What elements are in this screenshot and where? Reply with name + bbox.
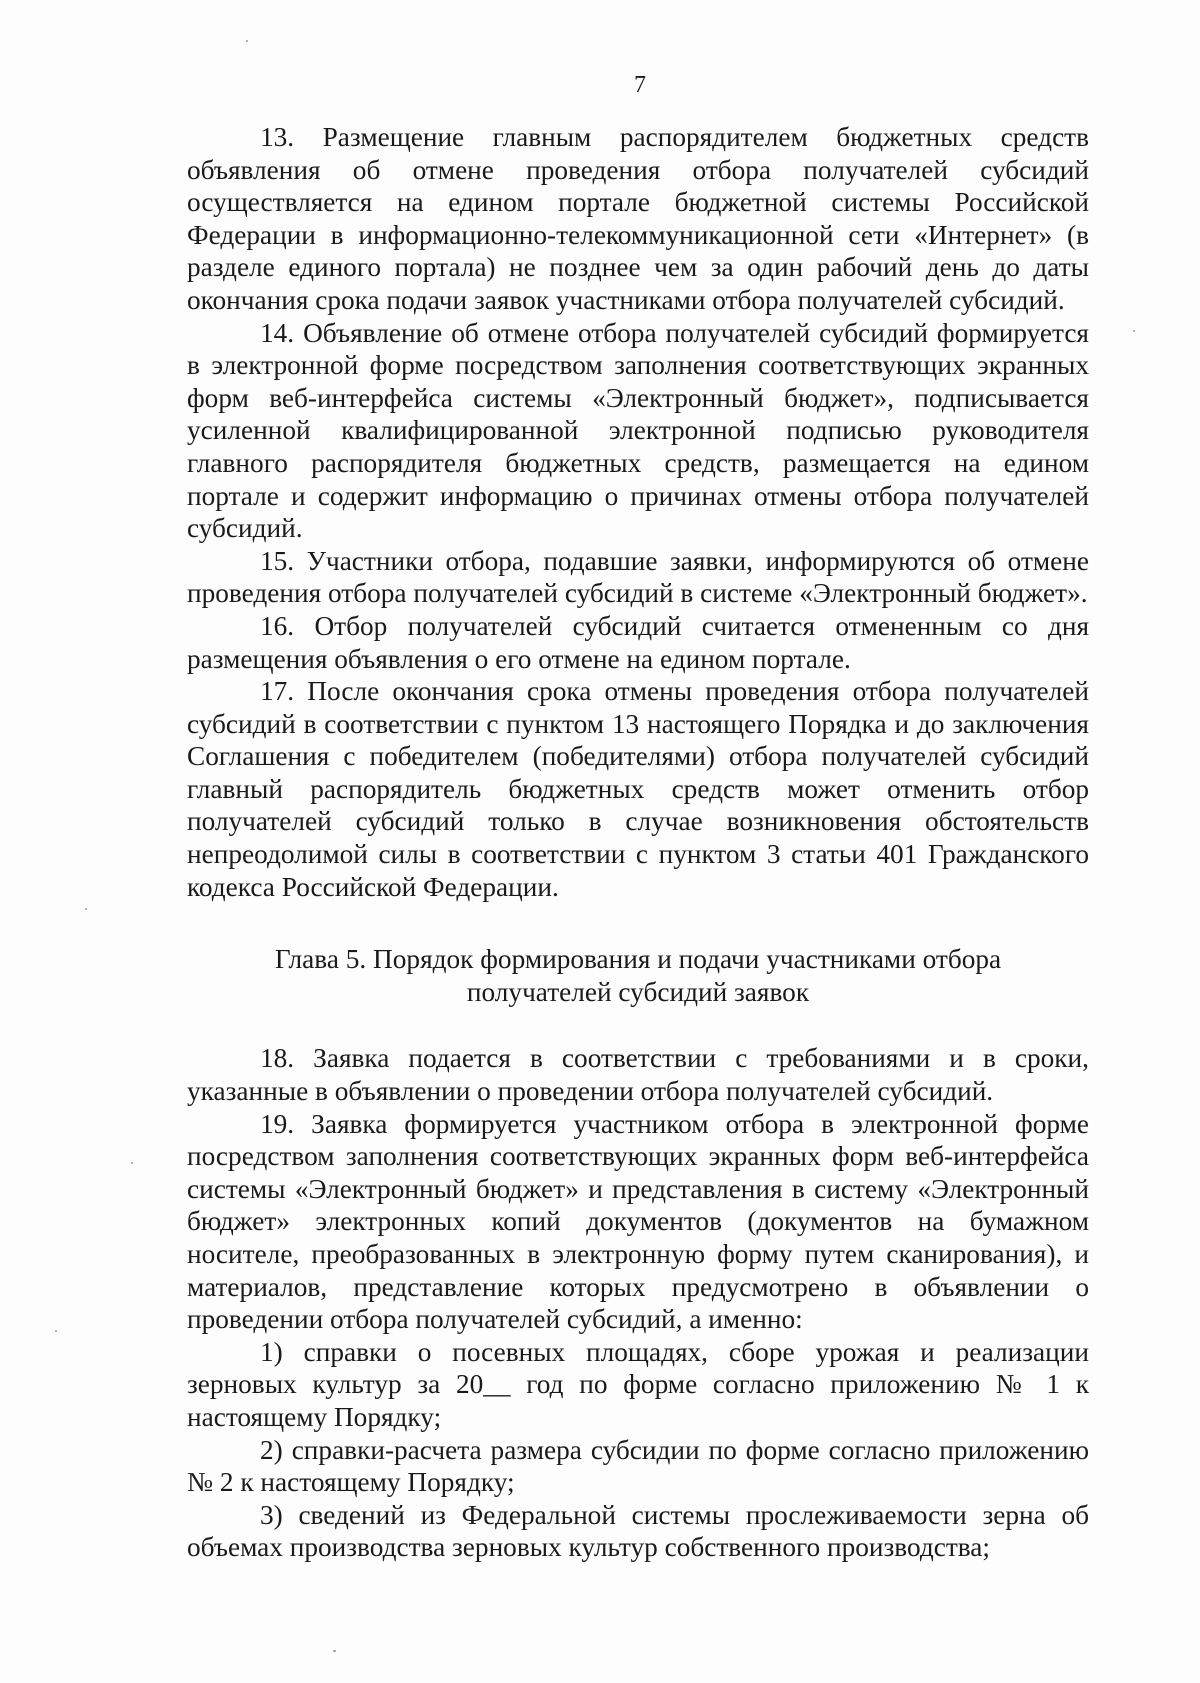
paragraph-13: 13. Размещение главным распорядителем бюджетных средств объявления об отмене проведения отбора получателей субсидий осуществляется на едином портале бюджетной системы Российской Федерации в информационно-телекоммуникационной сети «Интернет» (в разделе единого портала) не позднее чем за один рабочий день до даты окончания срока подачи заявок участниками отбора получателей субсидий. — [187, 122, 1089, 315]
paragraph-18: 18. Заявка подается в соответствии с требованиями и в сроки, указанные в объявлении о проведении отбора получателей субсидий. — [187, 1043, 1089, 1107]
scan-speck — [85, 908, 87, 910]
page-number: 7 — [634, 72, 646, 98]
scan-speck — [246, 40, 248, 42]
paragraph-17: 17. После окончания срока отмены проведения отбора получателей субсидий в соответствии с пунктом 13 настоящего Порядка и до заключения Соглашения с победителем (победителями) отбора получателей субсидий главный распорядитель бюджетных средств может отменить отбор получателей субсидий только в случае возникновения обстоятельств непреодолимой силы в соответствии с пунктом 3 статьи 401 Гражданского кодекса Российской Федерации. — [187, 676, 1089, 902]
chapter-heading-line-2: получателей субсидий заявок — [466, 976, 810, 1007]
paragraph-15: 15. Участники отбора, подавшие заявки, информируются об отмене проведения отбора получателей субсидий в системе «Электронный бюджет». — [187, 545, 1089, 609]
scan-speck — [131, 1162, 133, 1164]
scan-speck — [55, 1330, 57, 1332]
scan-speck — [1133, 330, 1135, 332]
chapter-heading-line-1: Глава 5. Порядок формирования и подачи участниками отбора — [274, 944, 1002, 975]
list-item-1: 1) справки о посевных площадях, сборе урожая и реализации зерновых культур за 20__ год по форме согласно приложению № 1 к настоящему Порядку; — [187, 1336, 1089, 1432]
chapter-heading — [187, 943, 1089, 1008]
list-item-3: 3) сведений из Федеральной системы прослеживаемости зерна об объемах производства зерновых культур собственного производства; — [187, 1499, 1089, 1563]
document-body — [187, 121, 1089, 1564]
paragraph-19: 19. Заявка формируется участником отбора в электронной форме посредством заполнения соответствующих экранных форм веб-интерфейса системы «Электронный бюджет» и представления в систему «Электронный бюджет» электронных копий документов (документов на бумажном носителе, преобразованных в электронную форму путем сканирования), и материалов, представление которых предусмотрено в объявлении о проведении отбора получателей субсидий, а именно: — [187, 1108, 1089, 1335]
paragraph-16: 16. Отбор получателей субсидий считается отмененным со дня размещения объявления о его отмене на едином портале. — [187, 610, 1089, 674]
scan-speck — [333, 1650, 336, 1652]
list-item-2: 2) справки-расчета размера субсидии по форме согласно приложению № 2 к настоящему Порядку; — [187, 1434, 1089, 1498]
paragraph-14: 14. Объявление об отмене отбора получателей субсидий формируется в электронной форме посредством заполнения соответствующих экранных форм веб-интерфейса системы «Электронный бюджет», подписывается усиленной квалифицированной электронной подписью руководителя главного распорядителя бюджетных средств, размещается на едином портале и содержит информацию о причинах отмены отбора получателей субсидий. — [187, 317, 1089, 544]
